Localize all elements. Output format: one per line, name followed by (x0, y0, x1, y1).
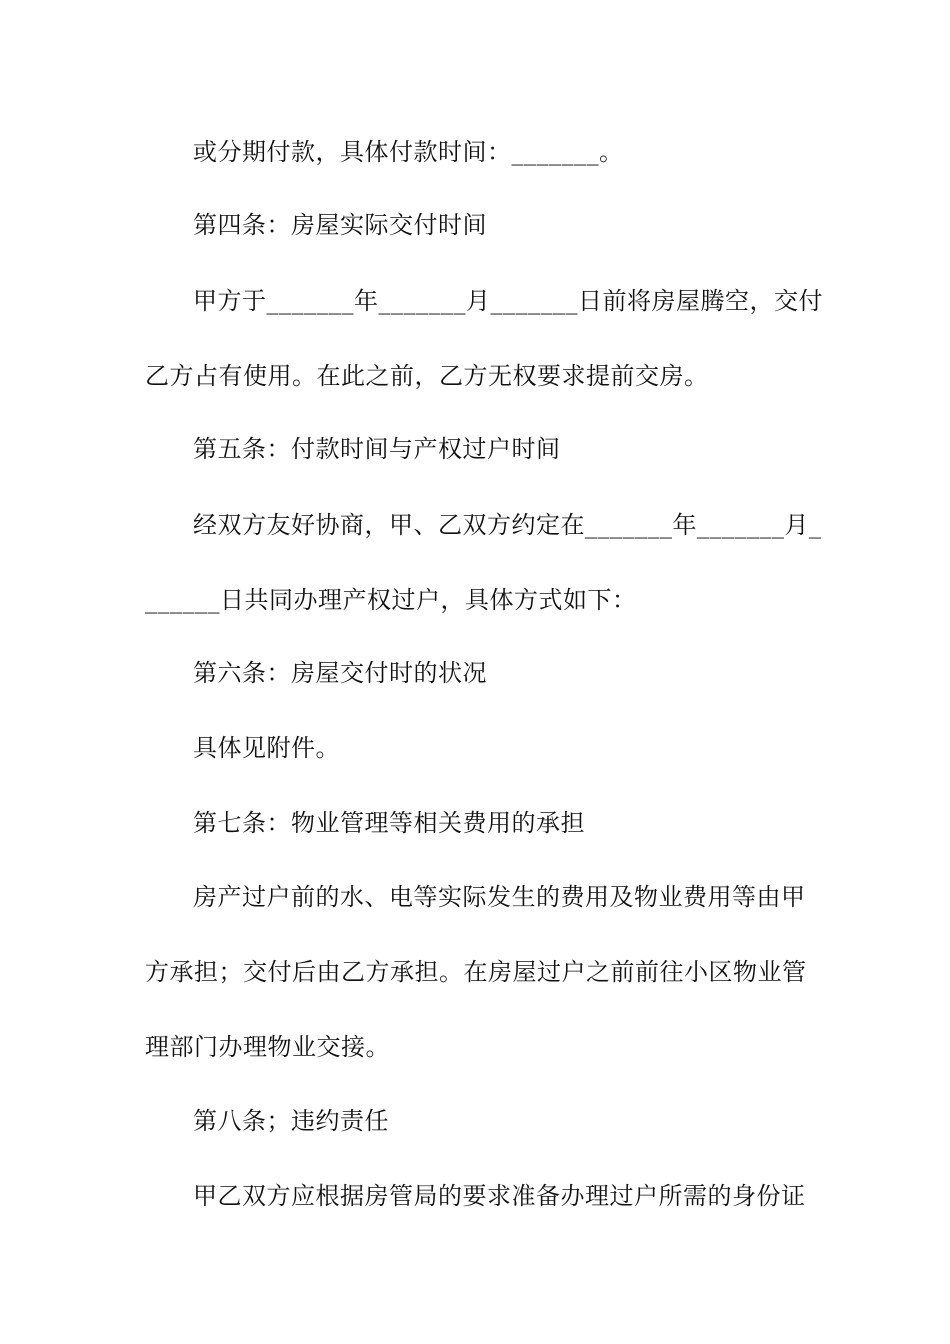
paragraph-line: 房产过户前的水、电等实际发生的费用及物业费用等由甲 (193, 883, 806, 911)
article-heading: 第六条：房屋交付时的状况 (193, 659, 487, 687)
paragraph-line: ______日共同办理产权过户，具体方式如下： (145, 586, 637, 614)
paragraph-line: 甲方于_______年_______月_______日前将房屋腾空，交付 (193, 287, 823, 315)
article-heading: 第七条：物业管理等相关费用的承担 (193, 809, 585, 837)
paragraph-line: 或分期付款，具体付款时间：_______。 (193, 138, 624, 166)
paragraph-line: 理部门办理物业交接。 (145, 1033, 390, 1061)
paragraph-line: 甲乙双方应根据房管局的要求准备办理过户所需的身份证 (193, 1182, 806, 1210)
article-heading: 第四条：房屋实际交付时间 (193, 211, 487, 239)
paragraph-line: 经双方友好协商，甲、乙双方约定在_______年_______月_ (193, 511, 822, 539)
paragraph-line: 具体见附件。 (193, 734, 340, 762)
article-heading: 第八条；违约责任 (193, 1107, 389, 1135)
article-heading: 第五条：付款时间与产权过户时间 (193, 435, 561, 463)
paragraph-line: 方承担；交付后由乙方承担。在房屋过户之前前往小区物业管 (145, 958, 807, 986)
paragraph-line: 乙方占有使用。在此之前，乙方无权要求提前交房。 (145, 362, 709, 390)
